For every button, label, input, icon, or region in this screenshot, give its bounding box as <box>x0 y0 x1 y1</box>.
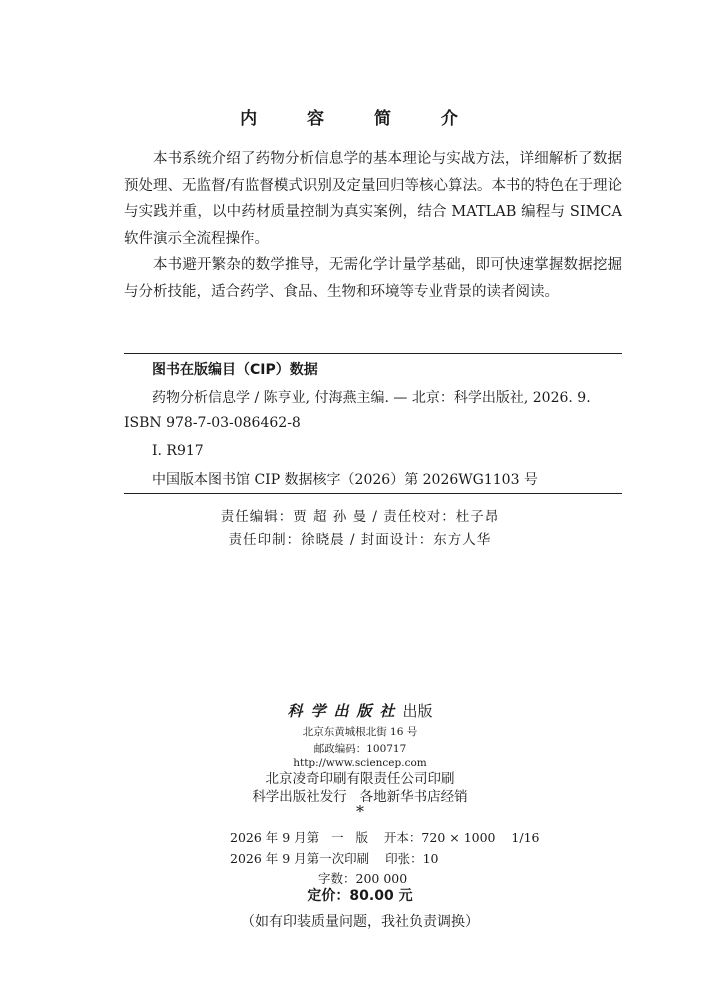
printing-line: 2026 年 9 月第一次印刷 印张：10 <box>230 851 439 866</box>
cip-heading: 图书在版编目（CIP）数据 <box>152 362 318 378</box>
intro-paragraph-2: 本书避开繁杂的数学推导，无需化学计量学基础，即可快速掌握数据挖掘与分析技能，适合药学、食品、生物和环境等专业背景的读者阅读。 <box>124 257 622 300</box>
publisher-postcode: 邮政编码：100717 <box>313 743 407 755</box>
publisher-logo: 科学出版社 <box>287 702 403 720</box>
quality-notice: （如有印装质量问题，我社负责调换） <box>241 914 479 930</box>
price: 定价：80.00 元 <box>307 888 413 904</box>
edition-line: 2026 年 9 月第 一 版 开本：720 × 1000 1/16 <box>230 830 540 845</box>
introduction <box>124 146 622 305</box>
word-count: 字数：200 000 <box>318 871 408 886</box>
separator-star: * <box>356 802 364 821</box>
cip-top-rule <box>124 353 622 354</box>
publisher-suffix: 出版 <box>402 702 433 720</box>
distribution-line: 科学出版社发行 各地新华书店经销 <box>252 789 468 805</box>
cip-classification: Ⅰ. R917 <box>152 443 204 459</box>
cip-description: 药物分析信息学 / 陈亨业, 付海燕主编. — 北京：科学出版社, 2026. 9. ISBN 978-7-03-086462-8 <box>124 390 591 431</box>
publisher-line <box>0 700 720 721</box>
publisher-address: 北京东黄城根北街 16 号 <box>302 726 418 738</box>
page-title: 内 容 简 介 <box>240 109 480 129</box>
editors-line-2: 责任印制：徐晓晨 / 封面设计：东方人华 <box>228 532 492 548</box>
cip-bottom-rule <box>124 493 622 494</box>
cip-number: 中国版本图书馆 CIP 数据核字（2026）第 2026WG1103 号 <box>152 472 538 488</box>
printer-line: 北京凌奇印刷有限责任公司印刷 <box>265 771 455 787</box>
intro-paragraph-1: 本书系统介绍了药物分析信息学的基本理论与实战方法，详细解析了数据预处理、无监督/有监督模式识别及定量回归等核心算法。本书的特色在于理论与实践并重，以中药材质量控制为真实案例，结合 MATLAB 编程与 SIMCA 软件演示全流程操作。 <box>124 151 622 247</box>
editors-line-1: 责任编辑：贾 超 孙 曼 / 责任校对：杜子昂 <box>220 509 500 525</box>
publisher-url: http://www.sciencep.com <box>293 757 427 769</box>
